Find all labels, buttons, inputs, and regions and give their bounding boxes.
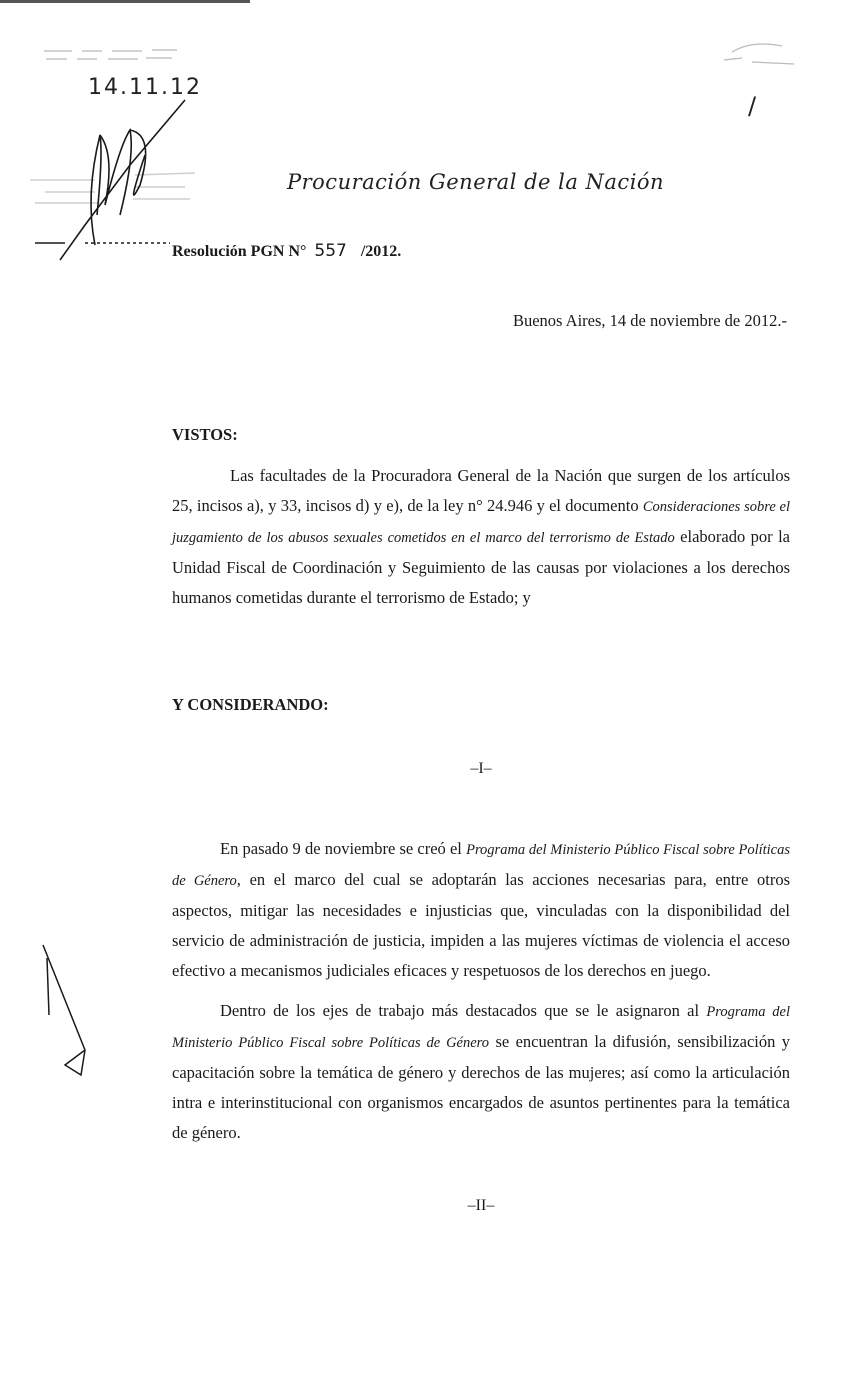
faint-stamp-top-left: [42, 45, 182, 68]
p2-text-2: se encuentran la difusión, sensibilización y capacitación sobre la temática de género y derechos de las mujeres; así como la articulación intra e interinstitucional con organismos encargados de asuntos pertinentes para la temática de género.: [172, 1032, 791, 1142]
margin-initial-mark: [35, 940, 90, 1080]
p2-italic-program: Programa del Ministerio Público Fiscal sobre Políticas de Género: [172, 1004, 790, 1051]
p1-text-2: , en el marco del cual se adoptarán las acciones necesarias para, entre otros aspectos, mitigar las necesidades e injusticias que, vinculadas con la disponibilidad del servicio de administración de justicia, impiden a las mujeres víctimas de violencia el acceso efectivo a mecanismos judiciales eficaces y respetuosos de los derechos en juego.: [172, 870, 790, 980]
vistos-text-2: elaborado por la Unidad Fiscal de Coordinación y Seguimiento de las causas por violaciones a los derechos humanos cometidas durante el terrorismo de Estado; y: [172, 527, 790, 607]
section-marker-2: –II–: [467, 1197, 495, 1214]
top-edge-line: [0, 0, 250, 3]
vistos-paragraph: [172, 461, 790, 613]
resolution-year: /2012.: [360, 243, 402, 260]
resolution-prefix: Resolución PGN N°: [172, 243, 307, 260]
vistos-heading: VISTOS:: [172, 425, 238, 444]
signature-graphic: [25, 95, 205, 265]
resolution-number-line: [172, 241, 401, 261]
considerando-paragraph-1: [172, 834, 790, 986]
considerando-heading: Y CONSIDERANDO:: [172, 695, 329, 714]
p1-text-1: En pasado 9 de noviembre se creó el: [220, 839, 467, 858]
vistos-italic-title: Consideraciones sobre el juzgamiento de los abusos sexuales cometidos en el marco del terrorismo de Estado: [172, 499, 790, 546]
section-marker-1: –I–: [470, 760, 492, 777]
resolution-number: 557: [314, 241, 347, 261]
stamp-marks: [42, 45, 182, 65]
handwritten-date: 14.11.12: [88, 75, 202, 100]
date-line: Buenos Aires, 14 de noviembre de 2012.-: [512, 311, 787, 330]
faint-stamp-top-right: [722, 38, 802, 70]
considerando-paragraph-2: [172, 996, 790, 1148]
p2-text-1: Dentro de los ejes de trabajo más destacados que se le asignaron al: [220, 1001, 707, 1020]
vistos-text-1: Las facultades de la Procuradora General de la Nación que surgen de los artículos 25, incisos a), y 33, incisos d) y e), de la ley n° 24.946 y el documento: [172, 466, 790, 515]
page-number-mark: /: [748, 92, 757, 120]
p1-italic-program: Programa del Ministerio Público Fiscal sobre Políticas de Género: [172, 842, 791, 889]
institution-header: Procuración General de la Nación: [287, 170, 665, 194]
